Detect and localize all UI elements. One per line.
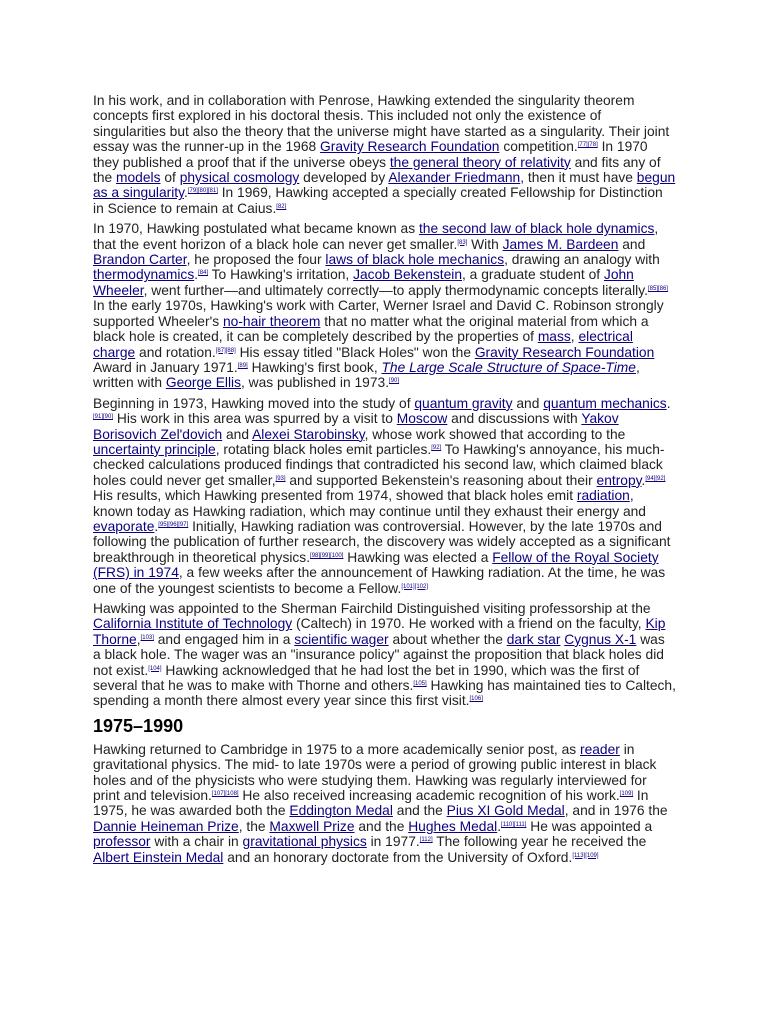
text-run: His work in this area was spurred by a visit to [113,411,397,427]
citation-link[interactable]: [93] [275,475,286,482]
text-run: In 1970, Hawking postulated what became known as [93,221,419,237]
text-run: , [570,329,579,345]
citation-link[interactable]: [90] [389,378,400,385]
citation [413,681,426,687]
citation [198,270,208,276]
link-gravity-research-foundation[interactable]: Gravity Research Foundation [320,139,500,155]
text-run: In 1970 they published a proof that if the universe obeys [93,139,648,170]
link-reader[interactable]: reader [579,741,620,757]
link-kip-thorne[interactable]: Kip Thorne [93,616,666,647]
text-run: and [618,236,646,252]
text-run: He also received increasing academic recognition of his work. [238,788,620,804]
citation [457,240,467,246]
link-models[interactable]: models [116,170,161,186]
citation [401,584,428,590]
citation-link[interactable]: [92] [431,444,442,451]
citation [389,378,399,384]
text-run: , drawing an analogy with [504,252,660,268]
section-early-career [93,93,676,709]
text-run: Hawking's first book, [247,359,382,375]
text-run: that no matter what the original material from which a black hole is created, it can be completely described by the properties of [93,313,649,345]
citation [620,791,633,797]
link-professor[interactable]: professor [93,834,151,850]
link-entropy[interactable]: entropy [596,472,642,488]
text-run: . [666,395,671,411]
citation-link[interactable]: [79][80][81] [187,188,218,195]
text-run: in 1977. [366,834,420,850]
text-run: To Hawking's irritation, [208,267,354,283]
text-run: , written with [93,359,640,391]
text-run: , a few weeks after the announcement of Hawking radiation. At the time, he was one of the youngest scientists to become a Fellow. [93,565,666,596]
text-run: His results, which Hawking presented from 1974, showed that black holes emit [93,488,577,504]
citation [431,445,441,451]
paragraph [93,93,676,216]
link-brandon-carter[interactable]: Brandon Carter [93,252,187,268]
link-maxwell-prize[interactable]: Maxwell Prize [269,818,355,834]
citation-link[interactable]: [85][86] [647,285,668,292]
citation-link[interactable]: [103] [140,634,154,641]
text-run: and [222,426,253,442]
link-dark-star[interactable]: dark star [506,631,561,647]
section-heading-1975-1990: 1975–1990 [93,715,184,736]
text-run: and discussions with [447,411,582,427]
text-run: Hawking acknowledged that he had lost the bet in 1990, which was the first of several that he was to make with Thorne and others. [93,662,640,694]
text-run: Initially, Hawking radiation was controversial. However, by the late 1970s and following the publication of further research, the discovery was widely accepted as a significant breakthrough in theoretical physics. [93,518,671,565]
text-run: (Caltech) in 1970. He worked with a friend on the faculty, [292,616,646,632]
paragraph [93,601,676,709]
link-john-wheeler[interactable]: John Wheeler [93,267,634,298]
citation-link[interactable]: [98][99][100] [310,552,344,559]
citation-link[interactable]: [112] [419,837,433,844]
article-body [93,93,676,870]
paragraph [93,742,676,865]
citation-link[interactable]: [82] [276,203,287,210]
text-run: , was published in 1973. [241,375,390,391]
text-run: . [641,472,646,488]
citation-link[interactable]: [106] [469,696,483,703]
link-uncertainty-principle[interactable]: uncertainty principle [93,441,216,457]
text-run: , rotating black holes emit particles. [215,441,432,457]
citation-link[interactable]: [77][78] [577,142,598,149]
citation [276,204,286,210]
citation-link[interactable]: [94][92] [645,475,666,482]
citation [238,363,248,369]
citation [310,553,343,559]
link-james-m-bardeen[interactable]: James M. Bardeen [502,236,619,252]
link-quantum-gravity[interactable]: quantum gravity [414,395,513,411]
text-run: Hawking was elected a [343,549,493,565]
link-gravitational-physics[interactable]: gravitational physics [242,834,367,850]
citation-link[interactable]: [87][88] [215,347,236,354]
link-albert-einstein-medal[interactable]: Albert Einstein Medal [93,849,224,865]
text-run: His essay titled "Black Holes" won the [235,344,475,360]
text-run: In his work, and in collaboration with Penrose, Hawking extended the singularity theorem concepts first explored in his doctoral thesis. This included not only the existence of singularities but also the theory that the universe might have started as a singularity. Their joint essay was the runner-up in the 1968 [93,93,670,155]
citation [578,142,598,148]
text-run: Hawking has maintained ties to Caltech, spending a month there almost every year since this first visit. [93,678,676,709]
text-run: In 1975, he was awarded both the [93,788,649,819]
text-run: , that the event horizon of a black hole can never get smaller. [93,221,659,252]
link-dannie-heineman-prize[interactable]: Dannie Heineman Prize [93,818,239,834]
citation [645,476,665,482]
text-run: In 1969, Hawking accepted a specially created Fellowship for Distinction in Science to remain at Caius. [93,185,663,216]
link-evaporate[interactable]: evaporate [93,518,155,534]
text-run: Award in January 1971. [93,359,238,375]
paragraph [93,221,676,390]
citation [572,853,598,859]
text-run: , whose work showed that according to the [364,426,626,442]
citation [158,522,188,528]
text-run: , [136,631,141,647]
text-run: Hawking returned to Cambridge in 1975 to a more academically senior post, as [93,741,580,757]
link-laws-of-black-hole-mechanics[interactable]: laws of black hole mechanics [325,252,505,268]
citation-link[interactable]: [89] [237,362,248,369]
link-electrical-charge[interactable]: electrical charge [93,329,633,360]
citation-link[interactable]: [84] [198,270,209,277]
link-george-ellis[interactable]: George Ellis [165,375,241,391]
text-run: , and in 1976 the [564,803,668,819]
text-run: To Hawking's annoyance, his much-checked calculations produced findings that contradicted his second law, which claimed black holes could never get smaller, [93,441,665,488]
text-run: Hawking was appointed to the Sherman Fairchild Distinguished visiting professorship at the [93,601,651,616]
citation [420,837,433,843]
link-eddington-medal[interactable]: Eddington Medal [289,803,393,819]
link-fellow-of-the-royal-society-frs-in-1974[interactable]: Fellow of the Royal Society (FRS) in 1974 [93,549,659,581]
citation-link[interactable]: [104] [148,665,162,672]
link-physical-cosmology[interactable]: physical cosmology [179,170,300,186]
link-quantum-mechanics[interactable]: quantum mechanics [543,395,667,411]
link-radiation[interactable]: radiation [576,488,630,504]
link-the-large-scale-structure-of-space-time[interactable]: The Large Scale Structure of Space-Time [381,359,636,375]
text-run: . [184,185,188,201]
citation-link[interactable]: [83] [457,239,468,246]
link-alexander-friedmann[interactable]: Alexander Friedmann [388,170,521,186]
text-run: , he proposed the four [186,252,326,268]
link-begun-as-a-singularity[interactable]: begun as a singularity [93,170,676,201]
citation-link[interactable]: [109] [619,791,634,798]
text-run: and the [354,818,409,834]
citation [212,791,239,797]
citation-link[interactable]: [95][96][97] [158,521,189,528]
link-the-second-law-of-black-hole-dynamics[interactable]: the second law of black hole dynamics [418,221,655,237]
text-run: in gravitational physics. The mid- to late 1970s were a period of growing public interest in black holes and of the physicists who were studying them. Hawking was regularly interviewed for print and television. [93,741,657,804]
text-run: and the [392,803,447,819]
citation-link[interactable]: [107][108] [211,791,239,798]
text-run: In the early 1970s, Hawking's work with Carter, Werner Israel and David C. Robinson strongly supported Wheeler's [93,298,664,329]
citation [141,635,154,641]
text-run: developed by [299,170,389,186]
text-run: . [154,518,159,534]
link-california-institute-of-technology[interactable]: California Institute of Technology [93,616,293,632]
link-the-general-theory-of-relativity[interactable]: the general theory of relativity [389,154,571,170]
text-run: and rotation. [135,344,216,360]
citation [93,414,113,420]
link-scientific-wager[interactable]: scientific wager [294,631,389,647]
citation [148,666,161,672]
text-run: and engaged him in a [153,631,295,647]
text-run: about whether the [388,631,507,647]
text-run: and fits any of the [93,154,661,186]
citation [470,696,483,702]
text-run: with a chair in [150,834,243,850]
link-mass[interactable]: mass [537,329,571,345]
link-hughes-medal[interactable]: Hughes Medal [408,818,498,834]
paragraph [93,396,676,596]
citation-link[interactable]: [101][102] [401,583,429,590]
text-run: , a graduate student of [462,267,604,283]
text-run: and an honorary doctorate from the University of Oxford. [223,849,573,865]
link-thermodynamics[interactable]: thermodynamics [93,267,195,283]
text-run: , known today as Hawking radiation, which may continue until they exhaust their energy and [93,488,646,519]
citation [216,348,236,354]
text-run: and [512,395,544,411]
link-jacob-bekenstein[interactable]: Jacob Bekenstein [353,267,463,283]
link-moscow[interactable]: Moscow [396,411,448,427]
text-run: With [467,236,503,252]
link-gravity-research-foundation[interactable]: Gravity Research Foundation [474,344,655,360]
text-run: , then it must have [520,170,637,186]
text-run: The following year he received the [432,834,647,850]
text-run: of [160,170,180,186]
text-run: , went further—and ultimately correctly—to apply thermodynamic concepts literally. [143,282,648,298]
text-run: was a black hole. The wager was an "insurance policy" against the proposition that black holes did not exist. [93,631,665,678]
citation [188,188,218,194]
link-pius-xi-gold-medal[interactable]: Pius XI Gold Medal [446,803,565,819]
citation-link[interactable]: [110][111] [501,821,527,828]
text-run: . [194,267,199,283]
text-run: He was appointed a [526,818,653,834]
citation-link[interactable]: [105] [413,681,427,688]
citation [276,476,286,482]
text-run: and supported Bekenstein's reasoning about their [285,472,597,488]
link-no-hair-theorem[interactable]: no-hair theorem [222,313,321,329]
citation [501,822,526,828]
link-alexei-starobinsky[interactable]: Alexei Starobinsky [252,426,365,442]
text-run: . [497,818,502,834]
text-run: , the [238,818,270,834]
citation-link[interactable]: [113][109] [572,852,599,859]
section-1975-1990 [93,742,676,865]
link-cygnus-x-1[interactable]: Cygnus X-1 [564,631,637,647]
text-run: competition. [499,139,578,155]
citation-link[interactable]: [91][90] [93,414,114,421]
link-yakov-borisovich-zel-dovich[interactable]: Yakov Borisovich Zel'dovich [93,411,619,442]
citation [648,286,668,292]
text-run: Beginning in 1973, Hawking moved into the study of [93,395,415,411]
